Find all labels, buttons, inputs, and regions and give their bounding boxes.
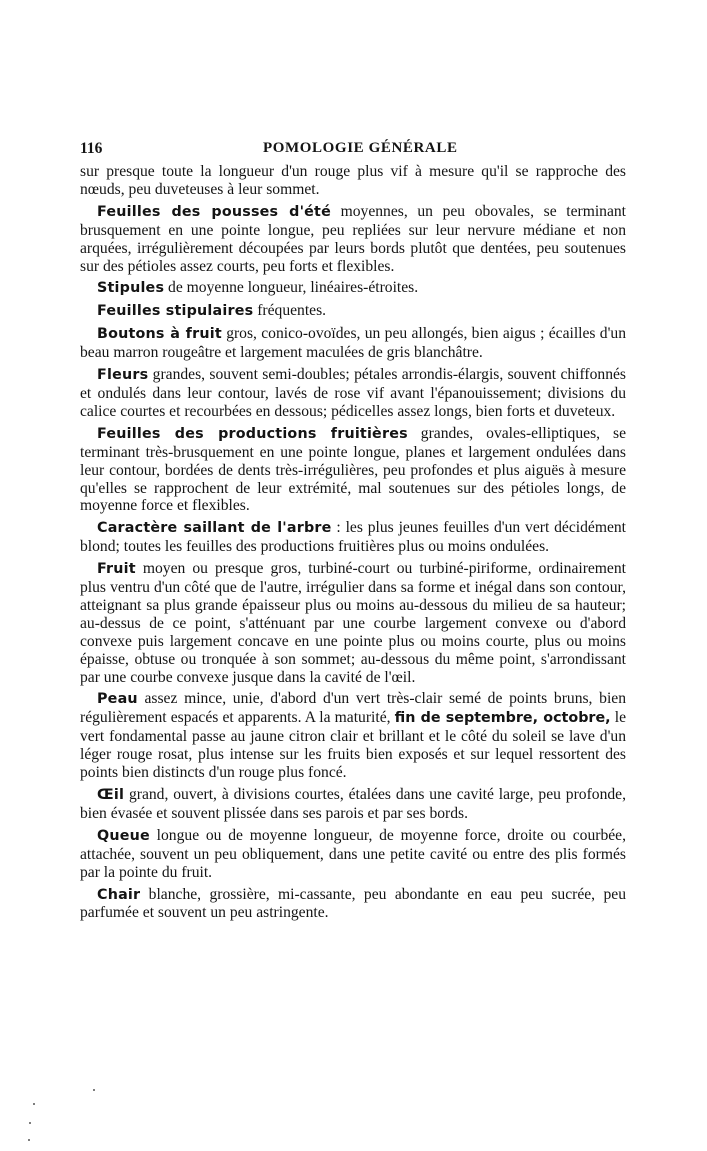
paragraph-text: grandes, souvent semi-doubles; pétales arrondis-élargis, souvent chiffonnés et ondulés dans leur contour, lavés de rose vif avant l'épanouissement; divisions du calice courtes et recourbées en dessous; pédicelles assez longs, bien forts et duveteux.	[80, 366, 626, 420]
running-title: POMOLOGIE GÉNÉRALE	[263, 140, 458, 156]
print-speck	[28, 1139, 30, 1141]
paragraph-keyword: Boutons à fruit	[97, 326, 222, 343]
page-number: 116	[80, 140, 103, 157]
paragraph-skin	[80, 690, 626, 782]
paragraph-text: sur presque toute la longueur d'un rouge plus vif à mesure qu'il se rapproche des nœuds, peu duveteuses à leur sommet.	[80, 163, 626, 198]
paragraph-text: moyen ou presque gros, turbiné-court ou turbiné-piriforme, ordinairement plus ventru d'un côté que de l'autre, irrégulier dans sa forme et inégal dans son contour, atteignant sa plus grande épaisseur plus ou moins au-dessous du milieu de sa hauteur; au-dessus de ce point, s'atténuant par une courbe largement convexe ou d'abord convexe puis largement concave en une pointe plus ou moins courte, plus ou moins épaisse, obtuse ou tronquée à son sommet; au-dessous du même point, s'arrondissant par une courbe convexe jusque dans la cavité de l'œil.	[80, 560, 626, 686]
body-text	[80, 163, 626, 926]
paragraph-keyword: Chair	[97, 886, 141, 903]
paragraph-text: assez mince, unie, d'abord d'un vert très-clair semé de points bruns, bien régulièrement espacés et apparents. A la maturité,	[80, 690, 626, 727]
paragraph-text: longue ou de moyenne longueur, de moyenne force, droite ou courbée, attachée, souvent un peu obliquement, dans une petite cavité ou entre des plis formés par la pointe du fruit.	[80, 826, 626, 881]
paragraph-stalk	[80, 827, 626, 882]
paragraph-keyword: Feuilles des pousses d'été	[97, 203, 331, 220]
paragraph-text: grand, ouvert, à divisions courtes, étalées dans une cavité large, peu profonde, bien évasée et souvent plissée dans ses parois et par ses bords.	[80, 786, 626, 822]
paragraph-continuation	[80, 163, 626, 199]
paragraph-text: de moyenne longueur, linéaires-étroites.	[164, 279, 419, 297]
paragraph-eye	[80, 786, 626, 823]
paragraph-fruiting-leaves	[80, 425, 626, 516]
paragraph-text: blanche, grossière, mi-cassante, peu abondante en eau peu sucrée, peu parfumée et souvent un peu astringente.	[80, 885, 626, 922]
paragraph-keyword: Stipules	[97, 280, 165, 297]
paragraph-text: moyennes, un peu obovales, se terminant brusquement en une pointe longue, peu repliées sur leur nervure médiane et non arquées, irrégulièrement découpées par leurs bords plutôt que dentées, peu soutenues sur des pétioles assez courts, peu forts et flexibles.	[80, 202, 627, 275]
paragraph-keyword: Feuilles des productions fruitières	[97, 425, 408, 442]
paragraph-keyword: Fruit	[97, 561, 136, 578]
paragraph-keyword: Caractère saillant de l'arbre	[97, 520, 332, 537]
paragraph-keyword: Queue	[97, 827, 150, 844]
paragraph-fruit-buds	[80, 325, 626, 362]
paragraph-keyword: Feuilles stipulaires	[97, 303, 254, 320]
paragraph-tree-characteristic	[80, 519, 626, 556]
paragraph-flowers	[80, 366, 626, 421]
paragraph-text: grandes, ovales-elliptiques, se terminant très-brusquement en une pointe longue, planes et largement ondulées dans leur contour, bordées de dents très-irrégulières, peu profondes et plus aiguës à mesure qu'elles se rapprochent de leur extrémité, mal soutenues sur des pétioles longs, de moyenne force et flexibles.	[80, 424, 626, 515]
paragraph-fruit	[80, 560, 626, 686]
paragraph-flesh	[80, 886, 626, 923]
paragraph-keyword: Peau	[97, 691, 138, 708]
paragraph-summer-shoot-leaves	[80, 203, 626, 276]
paragraph-text: le vert fondamental passe au jaune citron clair et brillant et le côté du soleil se lave d'un léger rouge rosat, plus intense sur les fruits bien exposés et sur lequel ressortent des points bien distincts d'un rouge plus foncé.	[80, 709, 626, 782]
page-header	[80, 140, 630, 162]
print-speck	[29, 1122, 31, 1124]
paragraph-text: : les plus jeunes feuilles d'un vert décidément blond; toutes les feuilles des productions fruitières plus ou moins ondulées.	[80, 519, 626, 556]
paragraph-stipular-leaves	[80, 302, 626, 321]
paragraph-text: fréquentes.	[253, 302, 327, 320]
paragraph-keyword: Œil	[97, 787, 125, 803]
print-speck	[93, 1089, 95, 1091]
paragraph-stipules	[80, 279, 626, 298]
ripening-period: fin de septembre, octobre,	[394, 710, 611, 727]
paragraph-text: gros, conico-ovoïdes, un peu allongés, bien aigus ; écailles d'un beau marron rougeâtre et largement maculées de gris blanchâtre.	[80, 325, 626, 362]
print-speck	[33, 1103, 35, 1105]
paragraph-keyword: Fleurs	[97, 367, 149, 384]
